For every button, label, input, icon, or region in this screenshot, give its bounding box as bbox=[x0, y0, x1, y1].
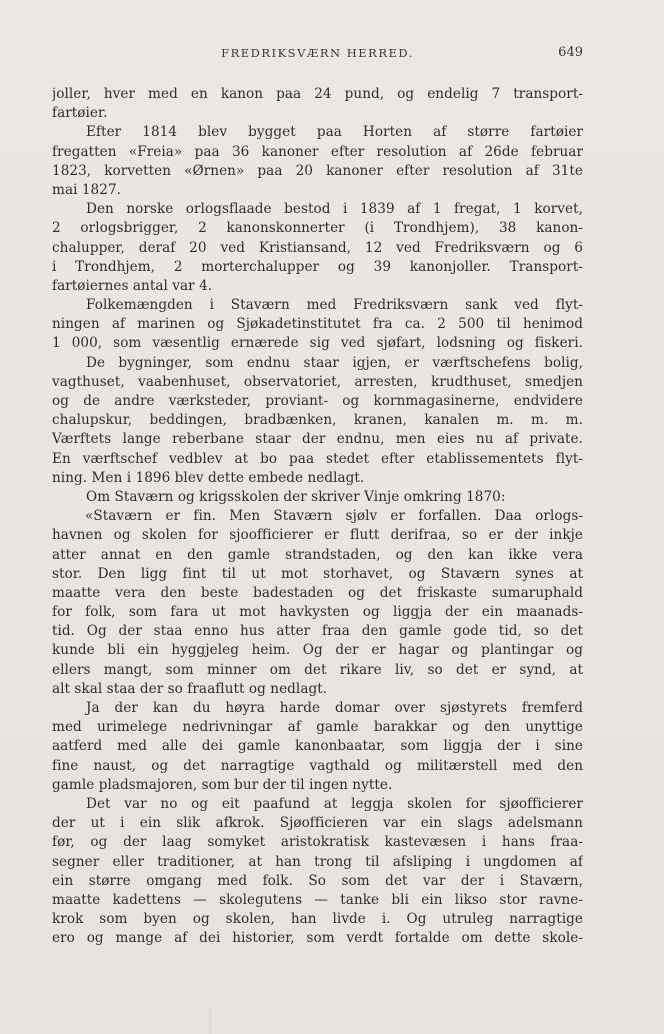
text-line: De bygninger, som endnu staar igjen, er værftschefens bolig, bbox=[86, 354, 583, 371]
text-line: fartøier. bbox=[52, 105, 108, 122]
text-line: og de andre værksteder, proviant- og kornmagasinerne, endvidere bbox=[52, 393, 583, 409]
text-line: vagthuset, vaabenhuset, observatoriet, arresten, krudthuset, smedjen bbox=[52, 373, 583, 390]
text-line: alt skal staa der so fraaflutt og nedlagt. bbox=[52, 680, 328, 697]
text-line: Den norske orlogsflaade bestod i 1839 af 1 fregat, 1 korvet, bbox=[86, 201, 583, 218]
text-line: Folkemængden i Staværn med Fredriksværn sank ved flyt- bbox=[86, 297, 583, 314]
text-line: Værftets lange reberbane staar der endnu, men eies nu af private. bbox=[52, 431, 583, 448]
text-line: segner eller traditioner, at han trong til afsliping i ungdomen af bbox=[52, 853, 583, 870]
text-line: joller, hver med en kanon paa 24 pund, og endelig 7 transport- bbox=[52, 86, 583, 102]
text-line: med urimelege nedrivningar af gamle barakkar og den unyttige bbox=[52, 719, 583, 736]
text-line: ein større omgang med folk. So som det var der i Staværn, bbox=[52, 872, 583, 889]
page-edge-mark bbox=[210, 1006, 221, 1034]
text-line: krok som byen og skolen, han livde i. Og utruleg narragtige bbox=[52, 911, 583, 928]
text-line: 1823, korvetten «Ørnen» paa 20 kanoner efter resolution af 31te bbox=[52, 162, 583, 179]
text-line: fregatten «Freia» paa 36 kanoner efter resolution af 26de februar bbox=[52, 143, 583, 160]
text-line: der ut i ein slik afkrok. Sjøofficieren var ein slags adelsmann bbox=[52, 815, 583, 832]
text-line: Det var no og eit paafund at leggja skolen for sjøofficierer bbox=[86, 795, 583, 812]
text-line: 1 000, som væsentlig ernærede sig ved sjøfart, lodsning og fiskeri. bbox=[52, 335, 583, 352]
body-text bbox=[52, 85, 583, 948]
text-line: 2 orlogsbrigger, 2 kanonskonnerter (i Trondhjem), 38 kanon- bbox=[52, 220, 583, 237]
text-line: tid. Og der staa enno hus atter fraa den gamle gode tid, so det bbox=[52, 623, 583, 640]
text-line: Ja der kan du høyra harde domar over sjøstyrets fremferd bbox=[86, 700, 583, 716]
text-line: fine naust, og det narragtige vagthald og militærstell med den bbox=[52, 757, 583, 774]
text-line: før, og der laag somyket aristokratisk kastevæsen i hans fraa- bbox=[52, 834, 583, 851]
text-line: kunde bli ein hyggjeleg heim. Og der er hagar og plantingar og bbox=[52, 642, 583, 659]
text-line: gamle pladsmajoren, som bur der til ingen nytte. bbox=[52, 776, 393, 793]
running-head bbox=[52, 46, 583, 66]
text-line: stor. Den ligg fint til ut mot storhavet, og Staværn synes at bbox=[52, 565, 583, 582]
text-line: En værftschef vedblev at bo paa stedet efter etablissementets flyt- bbox=[52, 450, 583, 467]
text-line: for folk, som fara ut mot havkysten og liggja der ein maanads- bbox=[52, 604, 583, 621]
text-line: chalupskur, beddingen, bradbænken, kranen, kanalen m. m. m. bbox=[52, 412, 583, 429]
running-title: FREDRIKSVÆRN HERRED. bbox=[221, 46, 414, 60]
text-line: havnen og skolen for sjoofficierer er flutt derifraa, so er der inkje bbox=[52, 527, 583, 544]
text-line: maatte kadettens — skolegutens — tanke bli ein likso stor ravne- bbox=[52, 891, 583, 908]
text-line: maatte vera den beste badestaden og det friskaste sumaruphald bbox=[52, 584, 583, 601]
text-line: aatferd med alle dei gamle kanonbaatar, som liggja der i sine bbox=[52, 738, 583, 755]
text-line: ellers mangt, som minner om det rikare liv, so det er synd, at bbox=[52, 661, 583, 678]
text-line: ning. Men i 1896 blev dette embede nedlagt. bbox=[52, 469, 365, 486]
text-line: Efter 1814 blev bygget paa Horten af større fartøier bbox=[86, 124, 583, 141]
text-line: mai 1827. bbox=[52, 181, 122, 198]
text-line: ningen af marinen og Sjøkadetinstitutet fra ca. 2 500 til henimod bbox=[52, 316, 583, 333]
text-line: atter annat en den gamle strandstaden, og den kan ikke vera bbox=[52, 546, 583, 563]
text-line: Om Staværn og krigsskolen der skriver Vinje omkring 1870: bbox=[86, 488, 506, 505]
text-line: chalupper, deraf 20 ved Kristiansand, 12 ved Fredriksværn og 6 bbox=[52, 239, 583, 256]
page-number: 649 bbox=[558, 45, 583, 60]
text-line: ero og mange af dei historier, som verdt fortalde om dette skole- bbox=[52, 930, 583, 947]
text-line: i Trondhjem, 2 morterchalupper og 39 kanonjoller. Transport- bbox=[52, 258, 583, 275]
text-line: «Staværn er fin. Men Staværn sjølv er forfallen. Daa orlogs- bbox=[85, 508, 583, 525]
text-line: fartøiernes antal var 4. bbox=[52, 277, 213, 294]
